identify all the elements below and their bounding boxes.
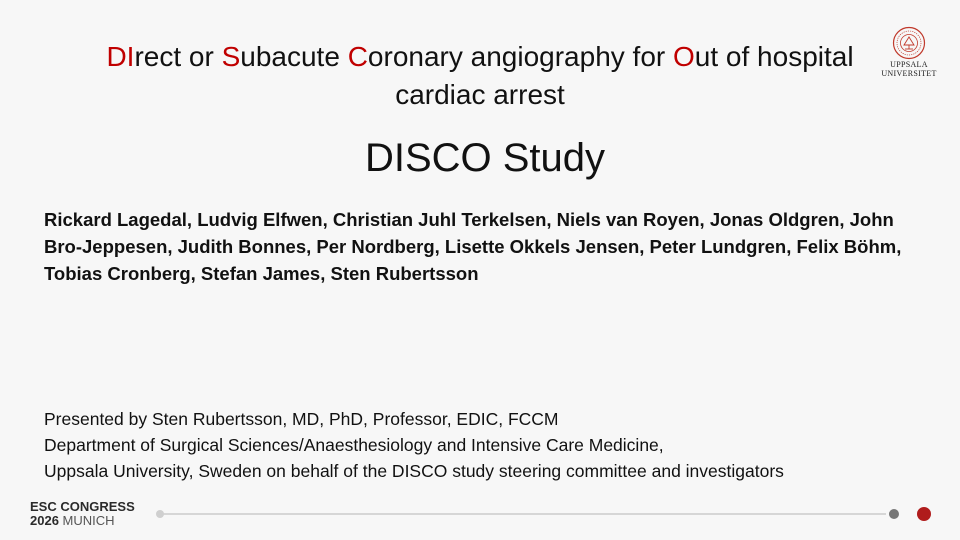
study-name: DISCO Study [364,136,606,180]
esc-congress-logo [30,500,160,528]
esc-year: 2026 [30,513,59,528]
title-part: DI [106,41,135,72]
uppsala-logo [878,26,940,86]
title-part: ut of hospital cardiac arrest [395,41,854,110]
title-part: oronary angiography for [367,41,673,72]
progress-red-dot [917,507,931,521]
logo-line2: UNIVERSITET [881,69,937,78]
progress-gray-dot [889,509,899,519]
presentation-title [60,38,900,114]
title-part: O [673,41,695,72]
author-list: Rickard Lagedal, Ludvig Elfwen, Christian Juhl Terkelsen, Niels van Royen, Jonas Oldgren, John Bro-Jeppesen, Judith Bonnes, Per Nordberg, Lisette Okkels Jensen, Peter Lundgren, Felix Böhm, Tobias Cronberg, Stefan James, Sten Rubertsson [44,209,902,284]
esc-city: MUNICH [62,513,115,528]
department-line: Department of Surgical Sciences/Anaesthesiology and Intensive Care Medicine, [44,435,664,455]
presenter-block [44,406,944,484]
title-part: S [221,41,241,72]
logo-line1: UPPSALA [890,60,928,69]
presenter-line: Presented by Sten Rubertsson, MD, PhD, Professor, EDIC, FCCM [44,409,559,429]
affiliation-line: Uppsala University, Sweden on behalf of the DISCO study steering committee and investigators [44,461,784,481]
uppsala-seal-icon [892,26,926,60]
title-part: C [347,41,368,72]
progress-track [160,513,886,515]
title-part: rect or [134,41,222,72]
progress-start-dot [156,510,164,518]
esc-line1: ESC CONGRESS [30,499,135,514]
title-part: ubacute [240,41,348,72]
